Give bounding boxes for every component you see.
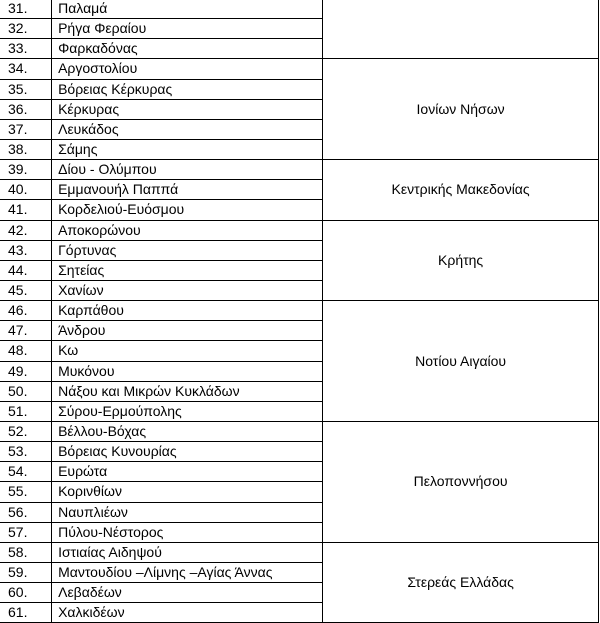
municipality-name: Μυκόνου: [52, 361, 323, 381]
row-number: 42.: [0, 220, 52, 240]
table-row: [0, 421, 599, 441]
row-number: 45.: [0, 280, 52, 300]
municipality-name: Κορινθίων: [52, 482, 323, 502]
municipality-name: Πύλου-Νέστορος: [52, 522, 323, 542]
row-number: 46.: [0, 301, 52, 321]
municipality-name: Λευκάδος: [52, 119, 323, 139]
row-number: 41.: [0, 200, 52, 220]
region-cell: [323, 0, 599, 59]
row-number: 53.: [0, 442, 52, 462]
row-number: 35.: [0, 79, 52, 99]
region-cell: Νοτίου Αιγαίου: [323, 301, 599, 422]
municipality-name: Αργοστολίου: [52, 59, 323, 79]
municipality-name: Ευρώτα: [52, 462, 323, 482]
municipality-name: Νάξου και Μικρών Κυκλάδων: [52, 381, 323, 401]
municipality-name: Χαλκιδέων: [52, 603, 323, 623]
municipality-name: Μαντουδίου –Λίμνης –Αγίας Άννας: [52, 562, 323, 582]
row-number: 57.: [0, 522, 52, 542]
region-cell: Ιονίων Νήσων: [323, 59, 599, 160]
row-number: 47.: [0, 321, 52, 341]
region-cell: Κεντρικής Μακεδονίας: [323, 160, 599, 220]
row-number: 37.: [0, 119, 52, 139]
table-row: [0, 59, 599, 79]
municipality-name: Δίου - Ολύμπου: [52, 160, 323, 180]
municipality-name: Βόρειας Κέρκυρας: [52, 79, 323, 99]
row-number: 34.: [0, 59, 52, 79]
municipality-name: Κέρκυρας: [52, 99, 323, 119]
row-number: 50.: [0, 381, 52, 401]
region-cell: Κρήτης: [323, 220, 599, 301]
municipality-name: Κω: [52, 341, 323, 361]
row-number: 33.: [0, 39, 52, 59]
row-number: 58.: [0, 542, 52, 562]
municipality-name: Σητείας: [52, 260, 323, 280]
municipality-name: Παλαμά: [52, 0, 323, 19]
table-row: [0, 301, 599, 321]
municipality-name: Ρήγα Φεραίου: [52, 19, 323, 39]
row-number: 48.: [0, 341, 52, 361]
municipality-name: Φαρκαδόνας: [52, 39, 323, 59]
municipality-name: Σάμης: [52, 139, 323, 159]
row-number: 43.: [0, 240, 52, 260]
table-row: [0, 160, 599, 180]
municipality-name: Καρπάθου: [52, 301, 323, 321]
municipality-name: Λεβαδέων: [52, 583, 323, 603]
row-number: 61.: [0, 603, 52, 623]
table-row: [0, 220, 599, 240]
municipality-name: Ναυπλιέων: [52, 502, 323, 522]
municipality-name: Αποκορώνου: [52, 220, 323, 240]
municipality-name: Κορδελιού-Ευόσμου: [52, 200, 323, 220]
row-number: 38.: [0, 139, 52, 159]
row-number: 54.: [0, 462, 52, 482]
municipality-name: Βόρειας Κυνουρίας: [52, 442, 323, 462]
region-cell: Στερεάς Ελλάδας: [323, 542, 599, 623]
row-number: 40.: [0, 180, 52, 200]
municipality-name: Ιστιαίας Αιδηψού: [52, 542, 323, 562]
municipality-name: Χανίων: [52, 280, 323, 300]
row-number: 32.: [0, 19, 52, 39]
table-row: [0, 542, 599, 562]
row-number: 55.: [0, 482, 52, 502]
row-number: 44.: [0, 260, 52, 280]
row-number: 51.: [0, 401, 52, 421]
row-number: 60.: [0, 583, 52, 603]
row-number: 56.: [0, 502, 52, 522]
row-number: 52.: [0, 421, 52, 441]
row-number: 31.: [0, 0, 52, 19]
region-cell: Πελοποννήσου: [323, 421, 599, 542]
municipality-name: Βέλλου-Βόχας: [52, 421, 323, 441]
municipality-name: Εμμανουήλ Παππά: [52, 180, 323, 200]
row-number: 36.: [0, 99, 52, 119]
municipality-name: Γόρτυνας: [52, 240, 323, 260]
municipality-name: Άνδρου: [52, 321, 323, 341]
table-row: [0, 0, 599, 19]
row-number: 59.: [0, 562, 52, 582]
municipality-name: Σύρου-Ερμούπολης: [52, 401, 323, 421]
row-number: 39.: [0, 160, 52, 180]
row-number: 49.: [0, 361, 52, 381]
